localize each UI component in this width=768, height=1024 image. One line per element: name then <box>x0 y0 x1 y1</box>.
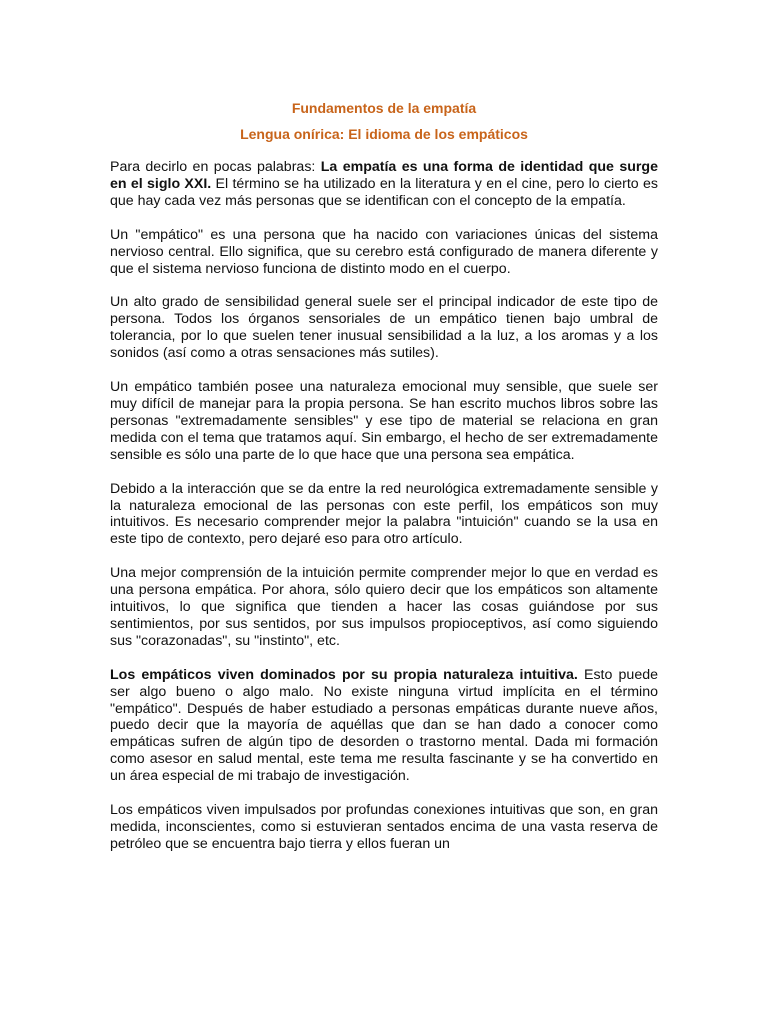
document-subtitle: Lengua onírica: El idioma de los empáticos <box>240 126 528 142</box>
paragraph-7-bold: Los empáticos viven dominados por su propia naturaleza intuitiva. <box>110 666 578 683</box>
paragraph-1-bold: La empatía es una forma de identidad que surge en el siglo XXI. <box>110 159 658 192</box>
paragraph-1-lead: Para decirlo en pocas palabras: <box>110 159 321 175</box>
paragraph-1-rest: El término se ha utilizado en la literatura y en el cine, pero lo cierto es que hay cada vez más personas que se identifican con el concepto de la empatía. <box>110 175 658 209</box>
paragraph-7 <box>110 667 658 785</box>
paragraph-6: Una mejor comprensión de la intuición permite comprender mejor lo que en verdad es una persona empática. Por ahora, sólo quiero decir que los empáticos son altamente intuitivos, lo que significa que tienden a hacer las cosas guiándose por sus sentimientos, por sus sentidos, por sus impulsos propioceptivos, así como siguiendo sus "corazonadas", su "instinto", etc. <box>110 565 658 649</box>
document-page <box>110 88 658 853</box>
paragraph-8: Los empáticos viven impulsados por profundas conexiones intuitivas que son, en gran medida, inconscientes, como si estuvieran sentados encima de una vasta reserva de petróleo que se encuentra bajo tierra y ellos fueran un <box>110 802 658 852</box>
paragraph-4: Un empático también posee una naturaleza emocional muy sensible, que suele ser muy difícil de manejar para la propia persona. Se han escrito muchos libros sobre las personas "extremadamente sensibles" y ese tipo de material se relaciona en gran medida con el tema que tratamos aquí. Sin embargo, el hecho de ser extremadamente sensible es sólo una parte de lo que hace que una persona sea empática. <box>110 379 658 463</box>
paragraph-5: Debido a la interacción que se da entre la red neurológica extremadamente sensible y la naturaleza emocional de las personas con este perfil, los empáticos son muy intuitivos. Es necesario comprender mejor la palabra "intuición" cuando se la usa en este tipo de contexto, pero dejaré eso para otro artículo. <box>110 480 658 548</box>
paragraph-7-rest: Esto puede ser algo bueno o algo malo. No existe ninguna virtud implícita en el término "empático". Después de haber estudiado a personas empáticas durante nueve años, puedo decir que la mayoría de aquéllas que dan se han dado a conocer como empáticas sufren de algún tipo de desorden o trastorno mental. Dada mi formación como asesor en salud mental, este tema me resulta fascinante y se ha convertido en un área especial de mi trabajo de investigación. <box>110 666 658 785</box>
paragraph-2: Un "empático" es una persona que ha nacido con variaciones únicas del sistema nervioso central. Ello significa, que su cerebro está configurado de manera diferente y que el sistema nervioso funciona de distinto modo en el cuerpo. <box>110 226 658 277</box>
document-title: Fundamentos de la empatía <box>291 100 477 116</box>
paragraph-1 <box>110 159 658 210</box>
paragraph-3: Un alto grado de sensibilidad general suele ser el principal indicador de este tipo de persona. Todos los órganos sensoriales de un empático tienen bajo umbral de tolerancia, por lo que suelen tener inusual sensibilidad a la luz, a los aromas y a los sonidos (así como a otras sensaciones más sutiles). <box>110 294 658 362</box>
